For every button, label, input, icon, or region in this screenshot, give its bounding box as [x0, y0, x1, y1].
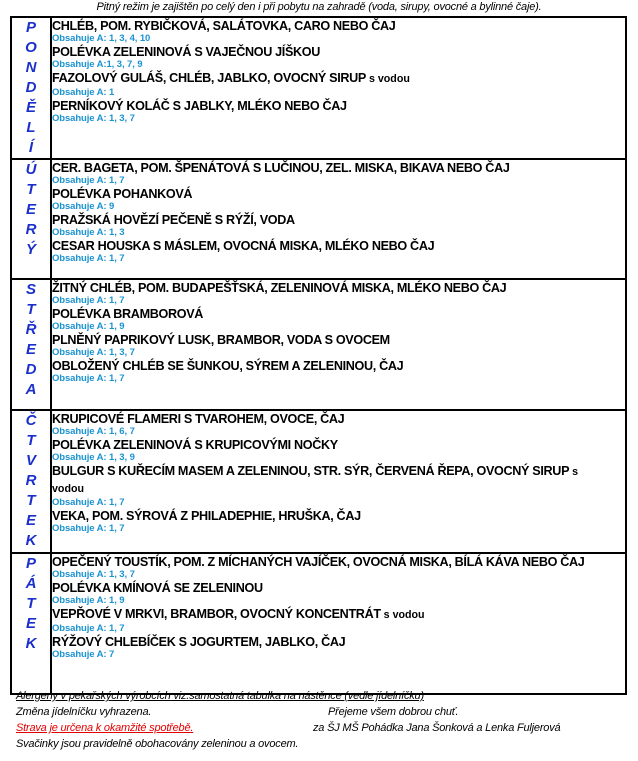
day-letter: A [25, 381, 37, 398]
meal-name: ŽITNÝ CHLÉB, POM. BUDAPEŠŤSKÁ, ZELENINOVÁ MISKA, MLÉKO NEBO ČAJ [52, 280, 507, 295]
day-meals [51, 410, 626, 553]
day-letter: S [25, 281, 36, 298]
allergen-info: Obsahuje A: 1, 9 [52, 321, 125, 332]
allergen-info: Obsahuje A: 1, 3 [52, 227, 125, 238]
day-letter: T [26, 181, 36, 198]
meal-text [52, 238, 608, 253]
day-row [11, 279, 626, 410]
meal-text [52, 580, 608, 595]
day-letter: P [25, 19, 36, 36]
day-letter: Á [25, 575, 37, 592]
day-row [11, 159, 626, 279]
meal-name: POLÉVKA ZELENINOVÁ S KRUPICOVÝMI NOČKY [52, 437, 338, 452]
day-letter: Ě [25, 99, 36, 116]
footer [16, 688, 628, 752]
wish-note: Přejeme všem dobrou chuť. [328, 706, 459, 718]
day-letter: T [26, 301, 36, 318]
meal-suffix: s vodou [52, 466, 579, 495]
snacks-note: Svačinky jsou pravidelně obohacovány zeleninou a ovocem. [16, 738, 299, 750]
meal-text [52, 437, 608, 452]
meal-suffix: s vodou [365, 73, 410, 85]
day-name [11, 410, 51, 553]
weekly-menu-table [10, 16, 627, 695]
day-name [11, 159, 51, 279]
day-letter: T [26, 595, 36, 612]
meal-text [52, 554, 608, 569]
day-name [11, 279, 51, 410]
meal-text [52, 306, 608, 321]
meal-text [52, 212, 608, 227]
allergen-info: Obsahuje A: 1, 7 [52, 175, 125, 186]
meal-text [52, 508, 608, 523]
day-letter: Í [28, 139, 34, 156]
meal-name: CHLÉB, POM. RYBIČKOVÁ, SALÁTOVKA, CARO NEBO ČAJ [52, 18, 396, 33]
day-letter: P [25, 555, 36, 572]
meal-name: BULGUR S KUŘECÍM MASEM A ZELENINOU, STR. SÝR, ČERVENÁ ŘEPA, OVOCNÝ SIRUP [52, 463, 570, 478]
allergen-info: Obsahuje A: 1, 7 [52, 295, 125, 306]
meal-name: PLNĚNÝ PAPRIKOVÝ LUSK, BRAMBOR, VODA S OVOCEM [52, 332, 390, 347]
meal-text [52, 70, 608, 87]
allergen-info: Obsahuje A: 1, 7 [52, 497, 125, 508]
day-letter: K [25, 532, 37, 549]
day-meals [51, 159, 626, 279]
day-letter: D [25, 361, 37, 378]
credits-note: za ŠJ MŠ Pohádka Jana Šonková a Lenka Fuljerová [313, 722, 561, 734]
day-letter: E [25, 512, 36, 529]
allergen-info: Obsahuje A: 1, 6, 7 [52, 426, 135, 437]
meal-text [52, 358, 608, 373]
change-note: Změna jídelníčku vyhrazena. [16, 706, 152, 718]
day-name [11, 17, 51, 159]
allergen-info: Obsahuje A: 1, 3, 7 [52, 347, 135, 358]
allergen-info: Obsahuje A: 1, 3, 7 [52, 569, 135, 580]
day-letter: Ú [25, 161, 37, 178]
meal-name: OPEČENÝ TOUSTÍK, POM. Z MÍCHANÝCH VAJÍČEK, OVOCNÁ MISKA, BÍLÁ KÁVA NEBO ČAJ [52, 554, 585, 569]
day-letter: E [25, 341, 36, 358]
allergen-note: Alergeny v pekařských výrobcích viz.samostatná tabulka na nástěnce (vedle jídelníčku) [16, 690, 424, 702]
day-meals [51, 553, 626, 694]
meal-text [52, 18, 608, 33]
day-letter: D [25, 79, 37, 96]
meal-text [52, 160, 608, 175]
day-letter: L [26, 119, 36, 136]
day-letter: O [25, 39, 37, 56]
allergen-info: Obsahuje A: 1, 3, 9 [52, 452, 135, 463]
day-letter: R [25, 472, 37, 489]
allergen-info: Obsahuje A: 1, 3, 4, 10 [52, 33, 151, 44]
day-meals [51, 17, 626, 159]
day-meals [51, 279, 626, 410]
meal-name: POLÉVKA POHANKOVÁ [52, 186, 193, 201]
meal-name: PRAŽSKÁ HOVĚZÍ PEČENĚ S RÝŽÍ, VODA [52, 212, 295, 227]
meal-name: RÝŽOVÝ CHLEBÍČEK S JOGURTEM, JABLKO, ČAJ [52, 634, 346, 649]
meal-text [52, 332, 608, 347]
meal-name: POLÉVKA KMÍNOVÁ SE ZELENINOU [52, 580, 263, 595]
meal-name: VEPŘOVÉ V MRKVI, BRAMBOR, OVOCNÝ KONCENTRÁT [52, 606, 381, 621]
day-name [11, 553, 51, 694]
meal-text [52, 606, 608, 623]
day-letter: K [25, 635, 37, 652]
meal-text [52, 98, 608, 113]
meal-text [52, 463, 608, 497]
day-letter: Ý [25, 241, 36, 258]
allergen-info: Obsahuje A: 1, 7 [52, 253, 125, 264]
meal-text [52, 634, 608, 649]
allergen-info: Obsahuje A: 1, 7 [52, 523, 125, 534]
day-letter: T [26, 492, 36, 509]
allergen-info: Obsahuje A: 1, 3, 7 [52, 113, 135, 124]
meal-name: FAZOLOVÝ GULÁŠ, CHLÉB, JABLKO, OVOCNÝ SIRUP [52, 70, 366, 85]
day-letter: N [25, 59, 37, 76]
meal-text [52, 411, 608, 426]
day-letter: Ř [25, 321, 37, 338]
meal-name: POLÉVKA BRAMBOROVÁ [52, 306, 204, 321]
meal-text [52, 186, 608, 201]
meal-text [52, 44, 608, 59]
day-row [11, 410, 626, 553]
day-row [11, 553, 626, 694]
allergen-info: Obsahuje A: 1, 7 [52, 373, 125, 384]
meal-name: KRUPICOVÉ FLAMERI S TVAROHEM, OVOCE, ČAJ [52, 411, 345, 426]
drinking-regime-note: Pitný režim je zajištěn po celý den i při pobytu na zahradě (voda, sirupy, ovocné a bylinné čaje). [96, 1, 542, 13]
meal-name: PERNÍKOVÝ KOLÁČ S JABLKY, MLÉKO NEBO ČAJ [52, 98, 347, 113]
meal-name: POLÉVKA ZELENINOVÁ S VAJEČNOU JÍŠKOU [52, 44, 321, 59]
allergen-info: Obsahuje A:1, 3, 7, 9 [52, 59, 143, 70]
allergen-info: Obsahuje A: 1, 7 [52, 623, 125, 634]
allergen-info: Obsahuje A: 7 [52, 649, 115, 660]
day-row [11, 17, 626, 159]
warning-note: Strava je určena k okamžité spotřebě. [16, 722, 194, 734]
meal-suffix: s vodou [380, 609, 425, 621]
day-letter: E [25, 201, 36, 218]
day-letter: R [25, 221, 37, 238]
allergen-info: Obsahuje A: 1, 9 [52, 595, 125, 606]
allergen-info: Obsahuje A: 1 [52, 87, 115, 98]
meal-name: CESAR HOUSKA S MÁSLEM, OVOCNÁ MISKA, MLÉKO NEBO ČAJ [52, 238, 435, 253]
day-letter: Č [25, 412, 37, 429]
allergen-info: Obsahuje A: 9 [52, 201, 115, 212]
meal-name: VEKA, POM. SÝROVÁ Z PHILADEPHIE, HRUŠKA, ČAJ [52, 508, 361, 523]
meal-name: OBLOŽENÝ CHLÉB SE ŠUNKOU, SÝREM A ZELENINOU, ČAJ [52, 358, 404, 373]
day-letter: E [25, 615, 36, 632]
day-letter: T [26, 432, 36, 449]
meal-name: CER. BAGETA, POM. ŠPENÁTOVÁ S LUČINOU, ZEL. MISKA, BIKAVA NEBO ČAJ [52, 160, 510, 175]
meal-text [52, 280, 608, 295]
day-letter: V [25, 452, 36, 469]
